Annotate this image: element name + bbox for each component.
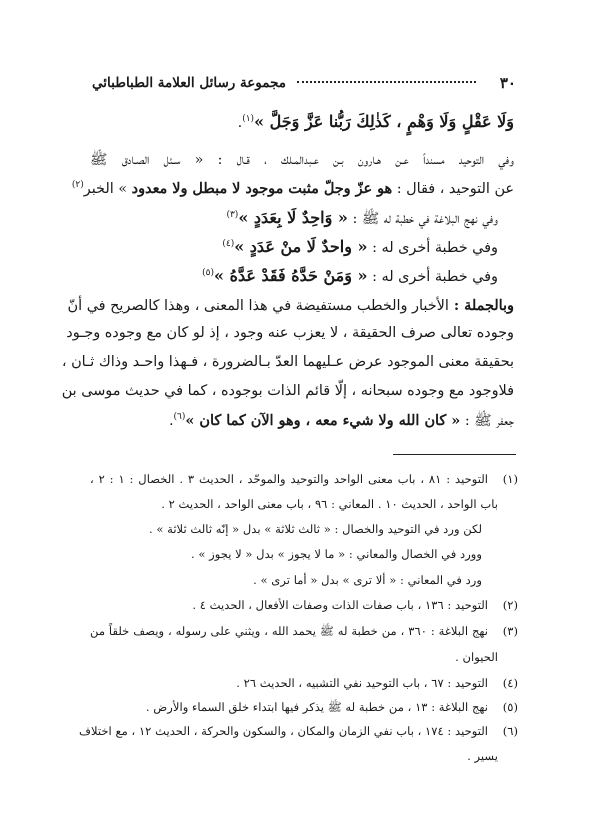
body-line-10: فلاوجود مع وجوده سبحانه ، إلّا قائم الذات بوجوده ، كما في حديث موسى بن [61, 383, 514, 399]
footnote-4 [236, 676, 518, 690]
body-line-6 [202, 266, 498, 285]
quote-text: « وَمَنْ حَدَّهُ فَقَدْ عَدَّهُ » [214, 266, 368, 285]
body-line-1: وَلَا عَقْلٍ وَلَا وَهْمٍ ، كَذٰلِكَ رَبُّنا عَزَّ وَجَلَّ »$^{(١)}$. [237, 112, 514, 131]
footnote-text: التوحيد : ١٣٦ ، باب صفات الذات وصفات الأفعال ، الحديث ٤ . [192, 598, 488, 612]
footnote-1-note-b: وورد في الخصال والمعاني : « ما لا يجوز » بدل « لا يجوز » . [190, 547, 482, 561]
footnote-ref: (٣) [226, 210, 239, 221]
footnote-6 [78, 724, 518, 738]
footnote-text: التوحيد : ٦٧ ، باب التوحيد نفي التشبيه ، الحديث ٢٦ . [236, 676, 488, 690]
body-line-3 [72, 180, 514, 197]
line-text: وفي خطبة أخرى له : [367, 269, 498, 285]
quote-text: « كان الله ولا شيء معه ، وهو الآن كما كان » [185, 412, 461, 429]
running-header [92, 74, 516, 94]
footnote-ref: (٢) [71, 180, 84, 191]
footnote-text: التوحيد : ٨١ ، باب معنى الواحد والتوحيد والموحّد ، الحديث ٣ . الخصال : ١ : ٢ ، [90, 472, 488, 486]
body-line-8: وجوده تعالى صرف الحقيقة ، لا يعزب عنه وجود ، إذ لو كان مع وجوده وجـود [66, 325, 514, 341]
footnote-number: (٦) [502, 724, 518, 738]
footnote-ref: (١) [242, 114, 255, 125]
footnote-text: نهج البلاغة : ٣٦٠ ، من خطبة له ﷺ يحمد الله ، ويثني على رسوله ، ويصف خلقاً من [90, 624, 488, 638]
footnote-number: (٤) [502, 676, 518, 690]
page-number: ٣٠ [499, 74, 516, 92]
footnote-ref: (٥) [202, 268, 215, 279]
footnote-number: (٣) [502, 624, 518, 638]
body-line-4 [226, 208, 498, 231]
quote-text: « وَاحِدٌ لَا بِعَدَدٍ » [238, 208, 348, 227]
body-line-11: جعفر ﷺ : « كان الله ولا شيء معه ، وهو الآن كما كان »$^{(٦)}$. [168, 412, 514, 429]
body-line-5 [222, 237, 498, 256]
quote-text: هو عزّ وجلّ مثبت موجود لا مبطل ولا معدود [131, 180, 393, 197]
line-text: وفي نهج البلاغة في خطبة له ﷺ : [347, 211, 498, 227]
footnote-ref: (٦) [173, 412, 186, 423]
footnote-text: نهج البلاغة : ١٣ ، من خطبة له ﷺ يذكر فيها ابتداء خلق السماء والأرض . [145, 700, 488, 714]
line-text: جعفر ﷺ : [460, 413, 514, 429]
footnote-3 [90, 624, 518, 641]
line-text: عن التوحيد ، فقال : [392, 181, 514, 197]
footnote-1 [90, 472, 518, 486]
line-text: الأخبار والخطب مستفيضة في هذا المعنى ، وهذا كالصريح في أنّ [67, 298, 449, 314]
footnote-5 [146, 700, 518, 717]
footnote-text: التوحيد : ١٧٤ ، باب نفي الزمان والمكان ، والسكون والحركة ، الحديث ١٢ ، مع اختلاف [78, 724, 488, 738]
footnote-1-note-c: ورد في المعاني : « ألا ترى » بدل « أما ترى » . [253, 573, 482, 587]
quote-text: « واحدٌ لَا منْ عَدَدٍ » [234, 237, 368, 256]
footnote-3-cont: الحيوان . [455, 650, 498, 664]
body-line-2: وفي التوحيد مسنداً عـن هـارون بـن عـبدالمـلك ، قـال : « سـئل الصـادق ﷺ [90, 152, 514, 168]
body-line-9: بحقيقة معنى الموجود عرض عـليهما العدّ بـالضرورة ، فـهذا واحـد وذاك ثـان ، [61, 354, 514, 370]
running-title: مجموعة رسائل العلامة الطباطبائي [92, 75, 287, 91]
body-line-7 [67, 297, 514, 314]
header-leader-dots [297, 81, 476, 83]
footnote-number: (١) [502, 472, 518, 486]
footnote-number: (٥) [502, 700, 518, 714]
lead-word: وبالجملة : [448, 297, 514, 314]
footnote-ref: (٤) [222, 239, 235, 250]
footnote-2 [192, 598, 518, 612]
footnote-separator [393, 454, 516, 455]
line-text: وفي خطبة أخرى له : [367, 240, 498, 256]
footnote-1-note-a: لكن ورد في التوحيد والخصال : « ثالث ثلاثة » بدل « إنّه ثالث ثلاثة » . [148, 522, 482, 536]
quote-text: وَلَا عَقْلٍ وَلَا وَهْمٍ ، كَذٰلِكَ رَبُّنا عَزَّ وَجَلَّ » [254, 112, 514, 131]
footnote-1-cont: باب الواحد ، الحديث ١٠ . المعاني : ٩٦ ، باب معنى الواحد ، الحديث ٢ . [161, 497, 498, 511]
footnote-6-cont: يسير . [467, 749, 498, 763]
line-text: » الخبر [83, 181, 132, 197]
footnote-number: (٢) [502, 598, 518, 612]
